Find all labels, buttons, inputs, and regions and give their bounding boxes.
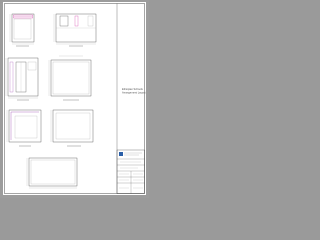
company-logo xyxy=(119,152,123,156)
project-title-line-1: Ethiopian Schools xyxy=(122,88,143,91)
cad-drawing xyxy=(3,2,146,195)
view-bottom xyxy=(27,158,77,188)
view-lower-centre xyxy=(51,110,93,146)
project-title-line-2: Arrangement Layout xyxy=(122,91,146,95)
view-top-right xyxy=(54,14,96,46)
view-middle-left xyxy=(6,58,38,100)
view-lower-left xyxy=(7,110,41,146)
drawing-sheet xyxy=(0,0,149,198)
view-top-left xyxy=(10,14,34,46)
view-middle-centre xyxy=(49,56,91,100)
title-block xyxy=(117,4,146,194)
